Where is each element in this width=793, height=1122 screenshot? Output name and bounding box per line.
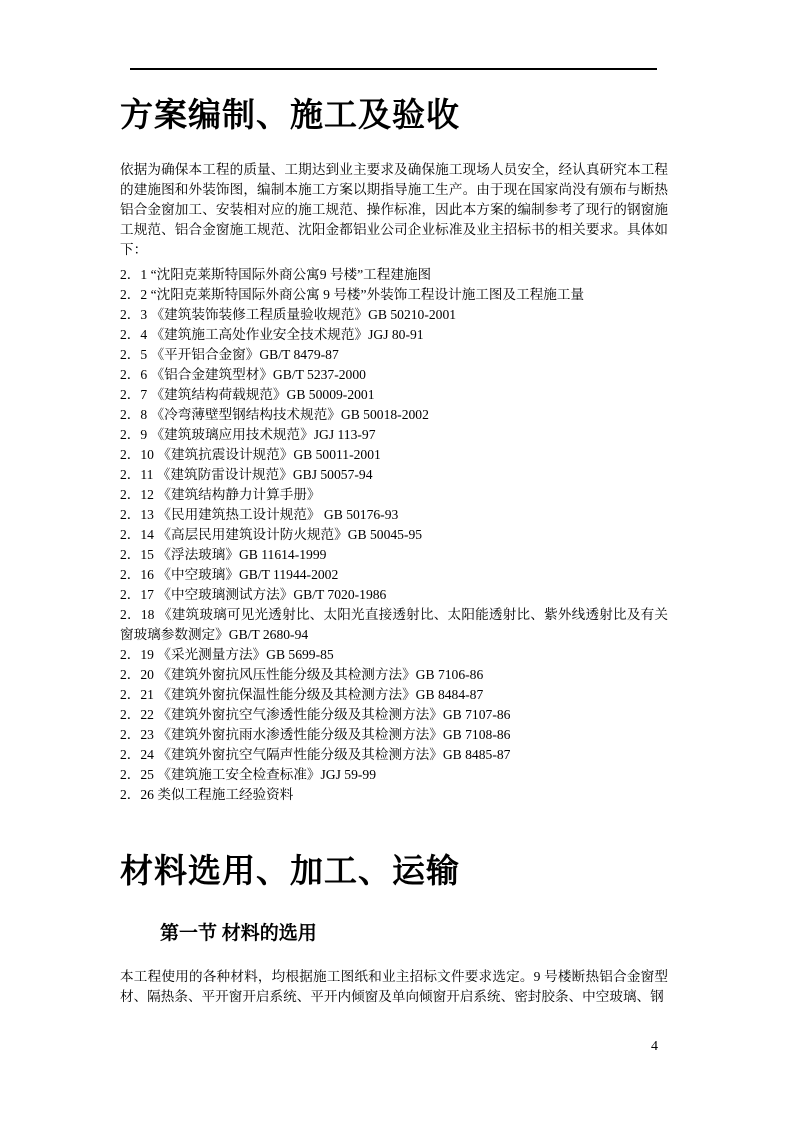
reference-item: 2．7 《建筑结构荷载规范》GB 50009-2001 — [120, 386, 375, 402]
reference-item: 2．1 “沈阳克莱斯特国际外商公寓9 号楼”工程建施图 — [120, 266, 432, 282]
reference-item: 2．18 《建筑玻璃可见光透射比、太阳光直接透射比、太阳能透射比、紫外线透射比及有关窗玻璃参数测定》GB/T 2680-94 — [120, 606, 668, 642]
reference-item: 2．22 《建筑外窗抗空气渗透性能分级及其检测方法》GB 7107-86 — [120, 706, 511, 722]
reference-item: 2．5 《平开铝合金窗》GB/T 8479-87 — [120, 346, 339, 362]
reference-item: 2．3 《建筑装饰装修工程质量验收规范》GB 50210-2001 — [120, 306, 457, 322]
chapter-title-materials: 材料选用、加工、运输 — [120, 853, 460, 890]
reference-item: 2．23 《建筑外窗抗雨水渗透性能分级及其检测方法》GB 7108-86 — [120, 726, 511, 742]
reference-item: 2．14 《高层民用建筑设计防火规范》GB 50045-95 — [120, 526, 423, 542]
reference-item: 2．11 《建筑防雷设计规范》GBJ 50057-94 — [120, 466, 373, 482]
reference-item: 2．13 《民用建筑热工设计规范》 GB 50176-93 — [120, 506, 399, 522]
reference-item: 2．24 《建筑外窗抗空气隔声性能分级及其检测方法》GB 8485-87 — [120, 746, 511, 762]
reference-item: 2．8 《冷弯薄壁型钢结构技术规范》GB 50018-2002 — [120, 406, 429, 422]
reference-item: 2．15 《浮法玻璃》GB 11614-1999 — [120, 546, 327, 562]
reference-item: 2．19 《采光测量方法》GB 5699-85 — [120, 646, 334, 662]
reference-item: 2．20 《建筑外窗抗风压性能分级及其检测方法》GB 7106-86 — [120, 666, 484, 682]
reference-item: 2．17 《中空玻璃测试方法》GB/T 7020-1986 — [120, 586, 387, 602]
section-title-material-selection: 第一节 材料的选用 — [160, 922, 317, 944]
reference-item: 2．21 《建筑外窗抗保温性能分级及其检测方法》GB 8484-87 — [120, 686, 484, 702]
reference-item: 2．12 《建筑结构静力计算手册》 — [120, 486, 321, 502]
page-number: 4 — [651, 1039, 658, 1054]
intro-paragraph: 依据为确保本工程的质量、工期达到业主要求及确保施工现场人员安全，经认真研究本工程的建施图和外装饰图，编制本施工方案以期指导施工生产。由于现在国家尚没有颁布与断热铝合金窗加工、安装相对应的施工规范、操作标准，因此本方案的编制参考了现行的钢窗施工规范、铝合金窗施工规范、沈阳金都铝业公司企业标准及业主招标书的相关要求。具体如下： — [120, 161, 668, 257]
reference-item: 2．26 类似工程施工经验资料 — [120, 786, 294, 802]
reference-list — [120, 265, 668, 805]
header-divider — [130, 68, 657, 70]
reference-item: 2．16 《中空玻璃》GB/T 11944-2002 — [120, 566, 339, 582]
reference-item: 2．4 《建筑施工高处作业安全技术规范》JGJ 80-91 — [120, 326, 424, 342]
reference-item: 2．6 《铝合金建筑型材》GB/T 5237-2000 — [120, 366, 366, 382]
materials-paragraph: 本工程使用的各种材料，均根据施工图纸和业主招标文件要求选定。9 号楼断热铝合金窗型材、隔热条、平开窗开启系统、平开内倾窗及单向倾窗开启系统、密封胶条、中空玻璃、钢 — [120, 968, 668, 1004]
reference-item: 2．25 《建筑施工安全检查标准》JGJ 59-99 — [120, 766, 377, 782]
reference-item: 2．9 《建筑玻璃应用技术规范》JGJ 113-97 — [120, 426, 376, 442]
chapter-title-plan: 方案编制、施工及验收 — [120, 98, 460, 134]
reference-item: 2．2 “沈阳克莱斯特国际外商公寓 9 号楼”外装饰工程设计施工图及工程施工量 — [120, 286, 585, 302]
reference-item: 2．10 《建筑抗震设计规范》GB 50011-2001 — [120, 446, 381, 462]
